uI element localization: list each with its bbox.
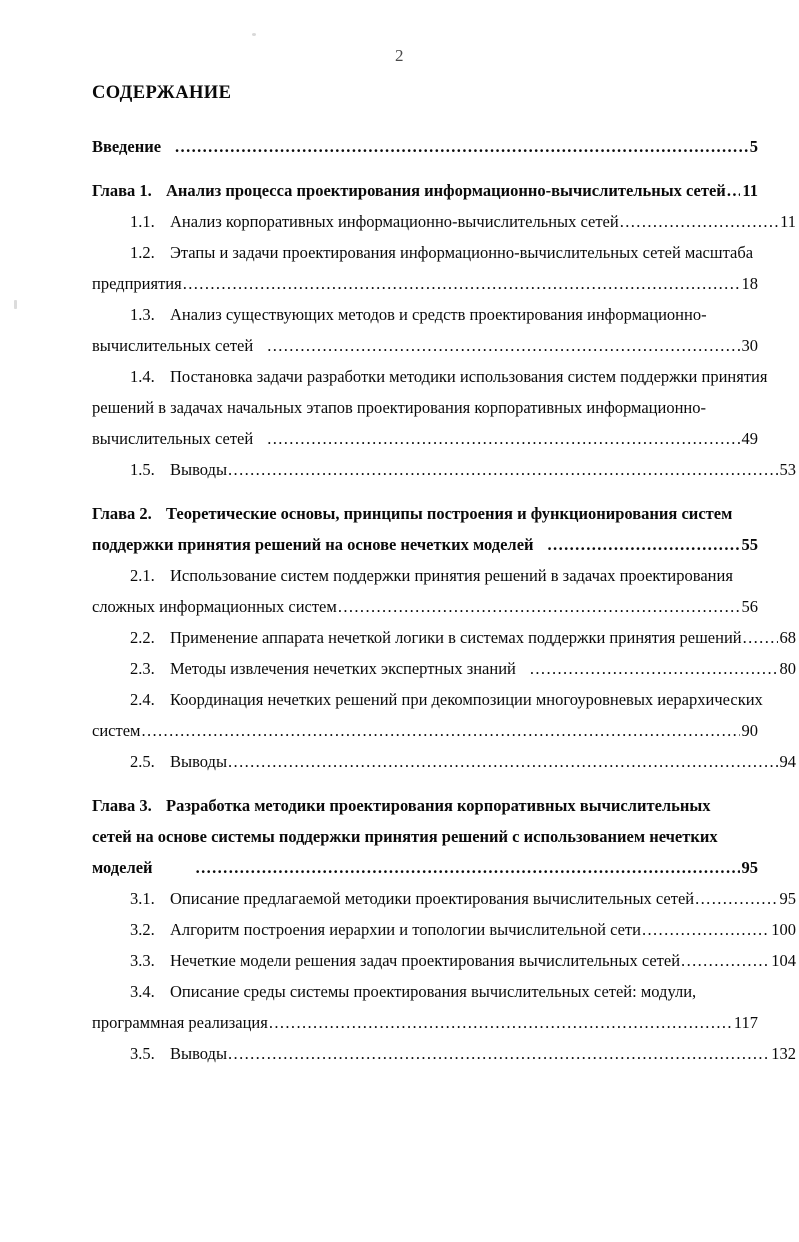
- toc-entry-1-2[interactable]: [92, 237, 796, 268]
- toc-entry-1-2-continuation[interactable]: [92, 268, 758, 299]
- toc-entry-3-1[interactable]: [92, 883, 796, 914]
- scan-artifact-speck: [14, 300, 17, 309]
- toc-entry-1-4-continuation-2[interactable]: [92, 423, 758, 454]
- section-number: 2.3.: [130, 658, 155, 678]
- page-title: СОДЕРЖАНИЕ: [92, 83, 232, 103]
- toc-entry-page: 56: [741, 596, 758, 616]
- chapter-title: Разработка методики проектирования корпоративных вычислительных: [166, 795, 711, 815]
- section-number: 2.2.: [130, 627, 155, 647]
- toc-entry-page: 104: [771, 950, 796, 970]
- toc-entry-2-3[interactable]: [92, 653, 796, 684]
- toc-entry-page: 30: [741, 335, 758, 355]
- dot-leader: [743, 622, 778, 653]
- toc-entry-page: 5: [749, 136, 758, 156]
- dot-leader: [267, 330, 739, 361]
- dot-leader: [727, 175, 741, 206]
- section-title-continued: вычислительных сетей: [92, 428, 254, 448]
- section-title: Описание среды системы проектирования вычислительных сетей: модули,: [170, 981, 697, 1001]
- chapter-number: Глава 1.: [92, 180, 152, 200]
- toc-entry-chapter-1[interactable]: [92, 175, 758, 206]
- section-title: Описание предлагаемой методики проектирования вычислительных сетей: [170, 888, 695, 908]
- toc-entry-page: 18: [741, 273, 758, 293]
- section-number: 3.1.: [130, 888, 155, 908]
- dot-leader: [548, 529, 740, 560]
- chapter-title-continued: моделей: [92, 857, 153, 877]
- toc-entry-page: 90: [741, 720, 758, 740]
- toc-entry-2-4[interactable]: [92, 684, 796, 715]
- section-number: 3.3.: [130, 950, 155, 970]
- section-title: Анализ корпоративных информационно-вычислительных сетей: [170, 211, 619, 231]
- section-number: 1.3.: [130, 304, 155, 324]
- toc-entry-introduction[interactable]: [92, 131, 758, 162]
- toc-entry-page: 95: [779, 888, 796, 908]
- section-title-continued: вычислительных сетей: [92, 335, 254, 355]
- section-title-continued: систем: [92, 720, 141, 740]
- toc-entry-chapter-3[interactable]: [92, 790, 758, 821]
- toc-entry-2-2[interactable]: [92, 622, 796, 653]
- section-title: Алгоритм построения иерархии и топологии вычислительной сети: [170, 919, 641, 939]
- section-number: 1.5.: [130, 459, 155, 479]
- section-number: 1.1.: [130, 211, 155, 231]
- dot-leader: [695, 883, 777, 914]
- toc-entry-chapter-2-continuation[interactable]: [92, 529, 758, 560]
- section-title: Использование систем поддержки принятия решений в задачах проектирования: [170, 565, 733, 585]
- section-number: 1.4.: [130, 366, 155, 386]
- section-title: Координация нечетких решений при декомпозиции многоуровневых иерархических: [170, 689, 763, 709]
- section-title-continued: предприятия: [92, 273, 182, 293]
- toc-entry-1-1[interactable]: [92, 206, 796, 237]
- toc-entry-page: 11: [780, 211, 796, 231]
- section-title-continued: сложных информационных систем: [92, 596, 337, 616]
- section-title: Анализ существующих методов и средств проектирования информационно-: [170, 304, 707, 324]
- chapter-title-continued: поддержки принятия решений на основе нечетких моделей: [92, 534, 534, 554]
- toc-entry-page: 94: [779, 751, 796, 771]
- toc-entry-page: 95: [741, 857, 758, 877]
- dot-leader: [141, 715, 739, 746]
- section-number: 2.1.: [130, 565, 155, 585]
- toc-entry-2-1-continuation[interactable]: [92, 591, 758, 622]
- toc-entry-3-2[interactable]: [92, 914, 796, 945]
- dot-leader: [642, 914, 769, 945]
- toc-entry-label: Введение: [92, 136, 162, 156]
- toc-entry-chapter-2[interactable]: [92, 498, 758, 529]
- section-number: 2.4.: [130, 689, 155, 709]
- toc-entry-1-4-continuation: решений в задачах начальных этапов проектирования корпоративных информационно-: [92, 397, 706, 417]
- toc-entry-page: 100: [771, 919, 796, 939]
- page-folio-number: 2: [395, 46, 404, 65]
- toc-entry-page: 132: [771, 1043, 796, 1063]
- section-title: Выводы: [170, 751, 228, 771]
- dot-leader: [228, 454, 777, 485]
- dot-leader: [530, 653, 778, 684]
- chapter-number: Глава 2.: [92, 503, 152, 523]
- toc-entry-page: 11: [742, 180, 758, 200]
- section-number: 3.4.: [130, 981, 155, 1001]
- toc-entry-1-3-continuation[interactable]: [92, 330, 758, 361]
- section-title: Выводы: [170, 459, 228, 479]
- toc-entry-3-5[interactable]: [92, 1038, 796, 1069]
- section-number: 3.2.: [130, 919, 155, 939]
- dot-leader: [228, 746, 777, 777]
- chapter-title: Теоретические основы, принципы построения и функционирования систем: [166, 503, 733, 523]
- section-title: Методы извлечения нечетких экспертных знаний: [170, 658, 516, 678]
- toc-entry-2-4-continuation[interactable]: [92, 715, 758, 746]
- dot-leader: [196, 852, 740, 883]
- section-title: Этапы и задачи проектирования информационно-вычислительных сетей масштаба: [170, 242, 754, 262]
- table-of-contents: [92, 83, 796, 1069]
- section-number: 3.5.: [130, 1043, 155, 1063]
- dot-leader: [269, 1007, 732, 1038]
- dot-leader: [175, 131, 748, 162]
- section-title-continued: программная реализация: [92, 1012, 268, 1032]
- chapter-title: Анализ процесса проектирования информационно-вычислительных сетей: [166, 180, 726, 200]
- section-title: Применение аппарата нечеткой логики в системах поддержки принятия решений: [170, 627, 742, 647]
- dot-leader: [228, 1038, 769, 1069]
- toc-entry-2-5[interactable]: [92, 746, 796, 777]
- section-title: Выводы: [170, 1043, 228, 1063]
- toc-entry-page: 68: [779, 627, 796, 647]
- section-title: Постановка задачи разработки методики использования систем поддержки принятия: [170, 366, 768, 386]
- dot-leader: [183, 268, 740, 299]
- scan-artifact-speck: [252, 33, 256, 36]
- toc-entry-page: 55: [741, 534, 758, 554]
- toc-entry-3-3[interactable]: [92, 945, 796, 976]
- toc-entry-1-5[interactable]: [92, 454, 796, 485]
- toc-entry-chapter-3-continuation: сетей на основе системы поддержки принятия решений с использованием нечетких: [92, 826, 718, 846]
- section-number: 1.2.: [130, 242, 155, 262]
- toc-entry-1-3[interactable]: [92, 299, 796, 330]
- toc-entry-page: 49: [741, 428, 758, 448]
- dot-leader: [267, 423, 739, 454]
- dot-leader: [681, 945, 769, 976]
- dot-leader: [620, 206, 778, 237]
- toc-entry-chapter-3-continuation-2[interactable]: [92, 852, 758, 883]
- toc-entry-2-1[interactable]: [92, 560, 796, 591]
- section-title: Нечеткие модели решения задач проектирования вычислительных сетей: [170, 950, 681, 970]
- dot-leader: [338, 591, 740, 622]
- section-number: 2.5.: [130, 751, 155, 771]
- toc-entry-page: 53: [779, 459, 796, 479]
- toc-entry-page: 117: [733, 1012, 758, 1032]
- toc-entry-3-4-continuation[interactable]: [92, 1007, 758, 1038]
- toc-entry-1-4[interactable]: [92, 361, 796, 392]
- chapter-number: Глава 3.: [92, 795, 152, 815]
- toc-entry-page: 80: [779, 658, 796, 678]
- toc-entry-3-4[interactable]: [92, 976, 796, 1007]
